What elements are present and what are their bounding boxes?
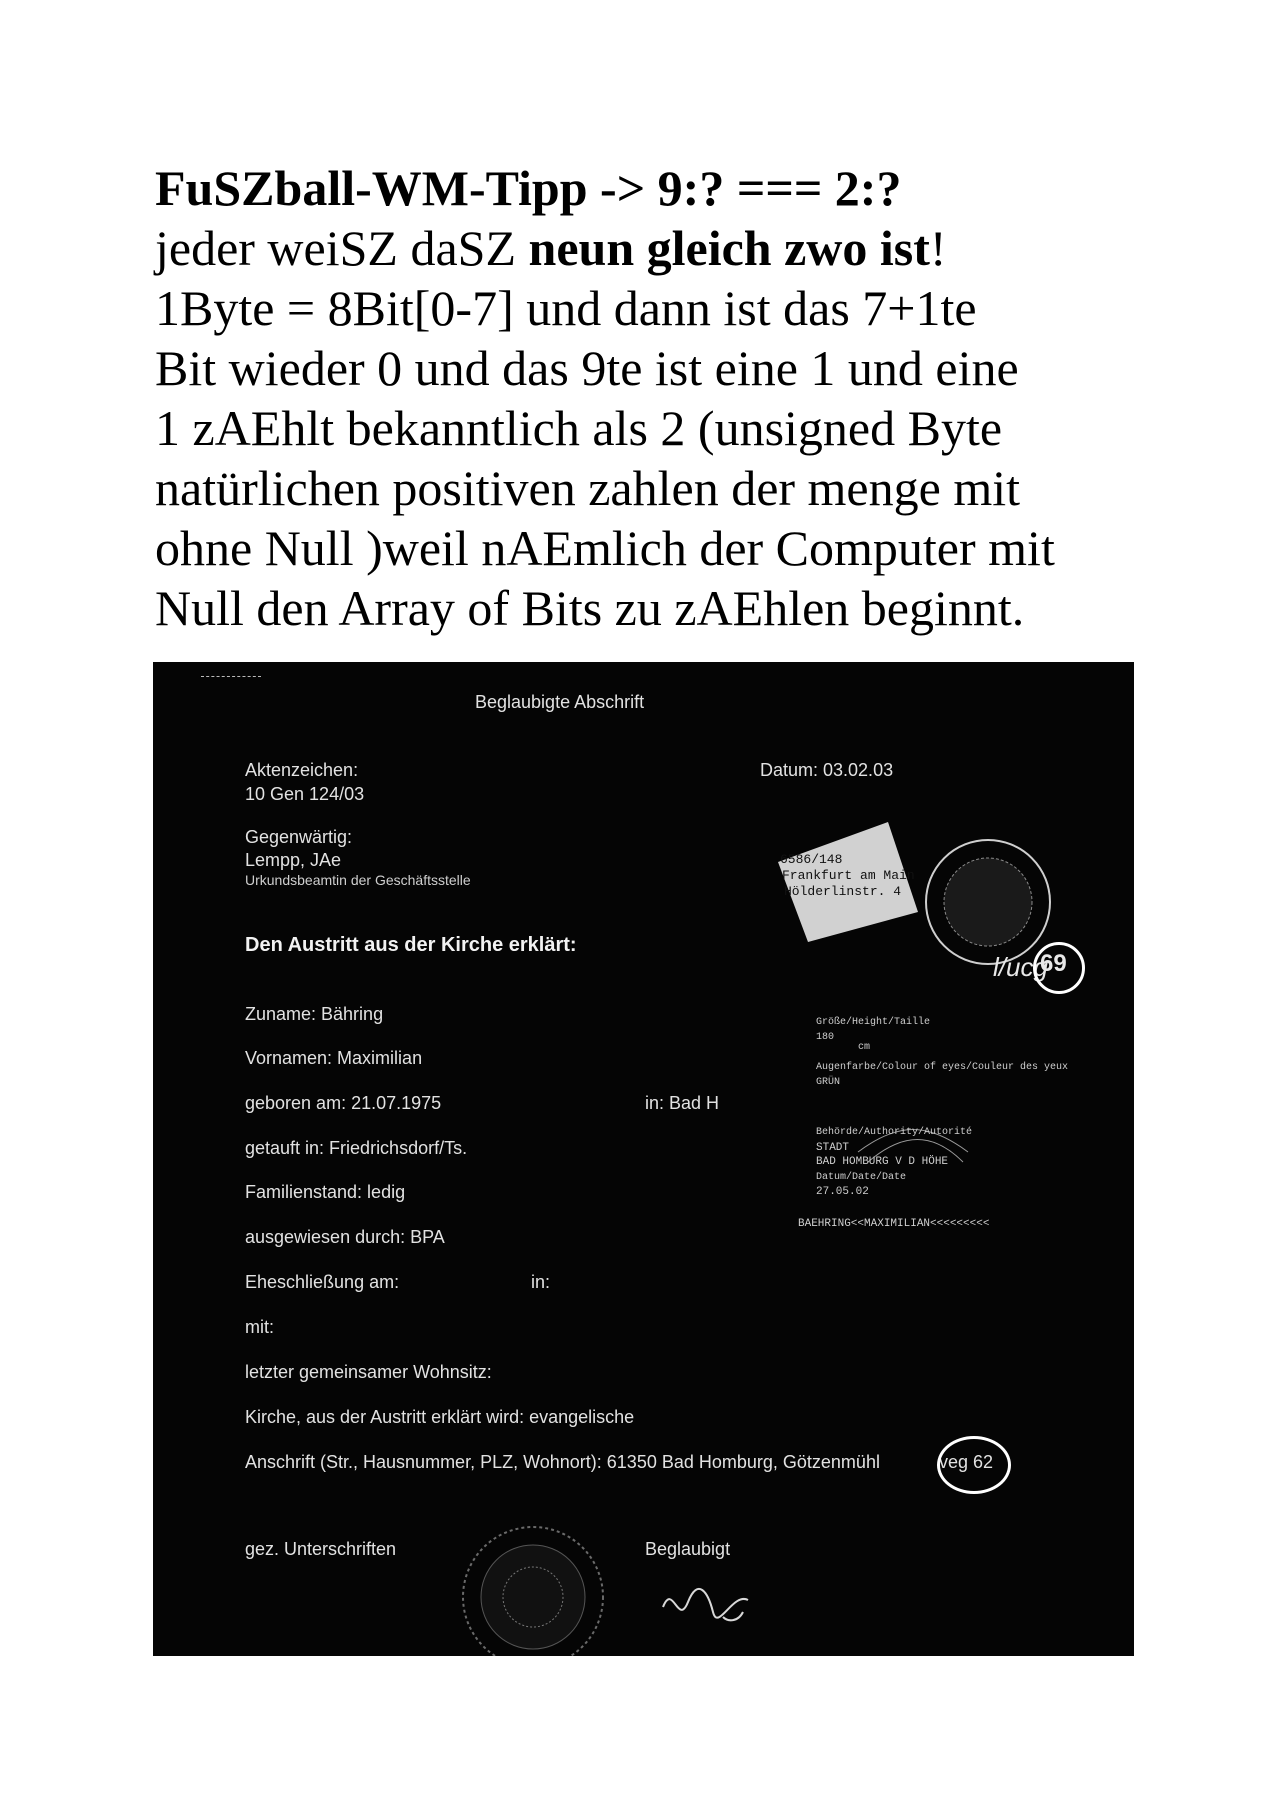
address-code: 6586/148 xyxy=(780,852,843,867)
aktenzeichen-value: 10 Gen 124/03 xyxy=(245,784,365,804)
intro-line-8: Null den Array of Bits zu zAEhlen beginnt. xyxy=(155,580,1025,636)
intro-line-3: 1Byte = 8Bit[0-7] und dann ist das 7+1te xyxy=(155,280,977,336)
intro-line-2-pre: jeder weiSZ daSZ xyxy=(155,220,529,276)
field-geboren-in: in: Bad H xyxy=(645,1093,720,1113)
intro-line-4: Bit wieder 0 und das 9te ist eine 1 und eine xyxy=(155,340,1019,396)
aktenzeichen-label: Aktenzeichen: xyxy=(245,760,359,780)
field-getauft: getauft in: Friedrichsdorf/Ts. xyxy=(245,1138,468,1158)
highlight-circle-house-number xyxy=(937,1436,1011,1494)
field-anschrift-end: veg 62 xyxy=(939,1452,994,1472)
intro-line-2-bold: neun gleich zwo ist xyxy=(528,220,930,276)
date-value: 27.05.02 xyxy=(816,1186,869,1198)
height-unit: cm xyxy=(858,1042,871,1053)
document-date: Datum: 03.02.03 xyxy=(760,760,894,780)
id-card-overlay xyxy=(748,822,1088,1242)
height-value: 180 xyxy=(816,1032,835,1043)
eyes-value: GRÜN xyxy=(816,1077,841,1088)
intro-line-2 xyxy=(155,218,1155,278)
gegenwaertig-role: Urkundsbeamtin der Geschäftsstelle xyxy=(245,872,471,888)
field-kirche: Kirche, aus der Austritt erklärt wird: evangelische xyxy=(245,1407,635,1427)
field-vornamen: Vornamen: Maximilian xyxy=(245,1048,423,1068)
intro-line-7: ohne Null )weil nAEmlich der Computer mit xyxy=(155,520,1055,576)
intro-line-5: 1 zAEhlt bekanntlich als 2 (unsigned Byte xyxy=(155,400,1003,456)
authority-label: Behörde/Authority/Autorité xyxy=(816,1127,973,1138)
field-ausgewiesen: ausgewiesen durch: BPA xyxy=(245,1227,445,1247)
field-familienstand: Familienstand: ledig xyxy=(245,1182,406,1202)
intro-line-2-post: ! xyxy=(929,220,947,276)
date-label: Datum/Date/Date xyxy=(816,1172,907,1183)
scanned-document xyxy=(153,662,1134,1656)
field-wohnsitz: letzter gemeinsamer Wohnsitz: xyxy=(245,1362,492,1382)
field-geboren: geboren am: 21.07.1975 xyxy=(245,1093,442,1113)
signatures-label: gez. Unterschriften xyxy=(245,1539,397,1559)
intro-text xyxy=(155,158,1155,638)
authority-line-2: BAD HOMBURG V D HÖHE xyxy=(816,1156,949,1168)
field-eheschliessung-in: in: xyxy=(531,1272,551,1292)
document-header: Beglaubigte Abschrift xyxy=(475,692,645,712)
field-anschrift: Anschrift (Str., Hausnummer, PLZ, Wohnort): 61350 Bad Homburg, Götzenmühl xyxy=(245,1452,880,1472)
authority-line-1: STADT xyxy=(816,1142,850,1154)
signature-icon xyxy=(653,1572,763,1632)
field-eheschliessung: Eheschließung am: xyxy=(245,1272,400,1292)
eyes-label: Augenfarbe/Colour of eyes/Couleur des yeux xyxy=(816,1062,1069,1073)
address-street: Hölderlinstr. 4 xyxy=(784,884,902,899)
circled-number: 69 xyxy=(1040,950,1067,977)
gegenwaertig-label: Gegenwärtig: xyxy=(245,827,353,847)
official-seal-icon xyxy=(443,1517,623,1656)
address-city: Frankfurt am Main xyxy=(782,868,915,883)
intro-line-6: natürlichen positiven zahlen der menge mit xyxy=(155,460,1020,516)
document-title: Den Austritt aus der Kirche erklärt: xyxy=(245,934,577,956)
gegenwaertig-name: Lempp, JAe xyxy=(245,850,342,870)
intro-title: FuSZball-WM-Tipp -> 9:? === 2:? xyxy=(155,160,902,216)
machine-readable-zone: BAEHRING<<MAXIMILIAN<<<<<<<<< xyxy=(798,1218,990,1230)
height-label: Größe/Height/Taille xyxy=(816,1017,931,1028)
handwritten-signature-text: l/ucg xyxy=(993,952,1048,982)
scan-corner-mark xyxy=(201,676,261,680)
field-zuname: Zuname: Bähring xyxy=(245,1004,384,1024)
field-mit: mit: xyxy=(245,1317,274,1337)
certified-label: Beglaubigt xyxy=(645,1539,731,1559)
